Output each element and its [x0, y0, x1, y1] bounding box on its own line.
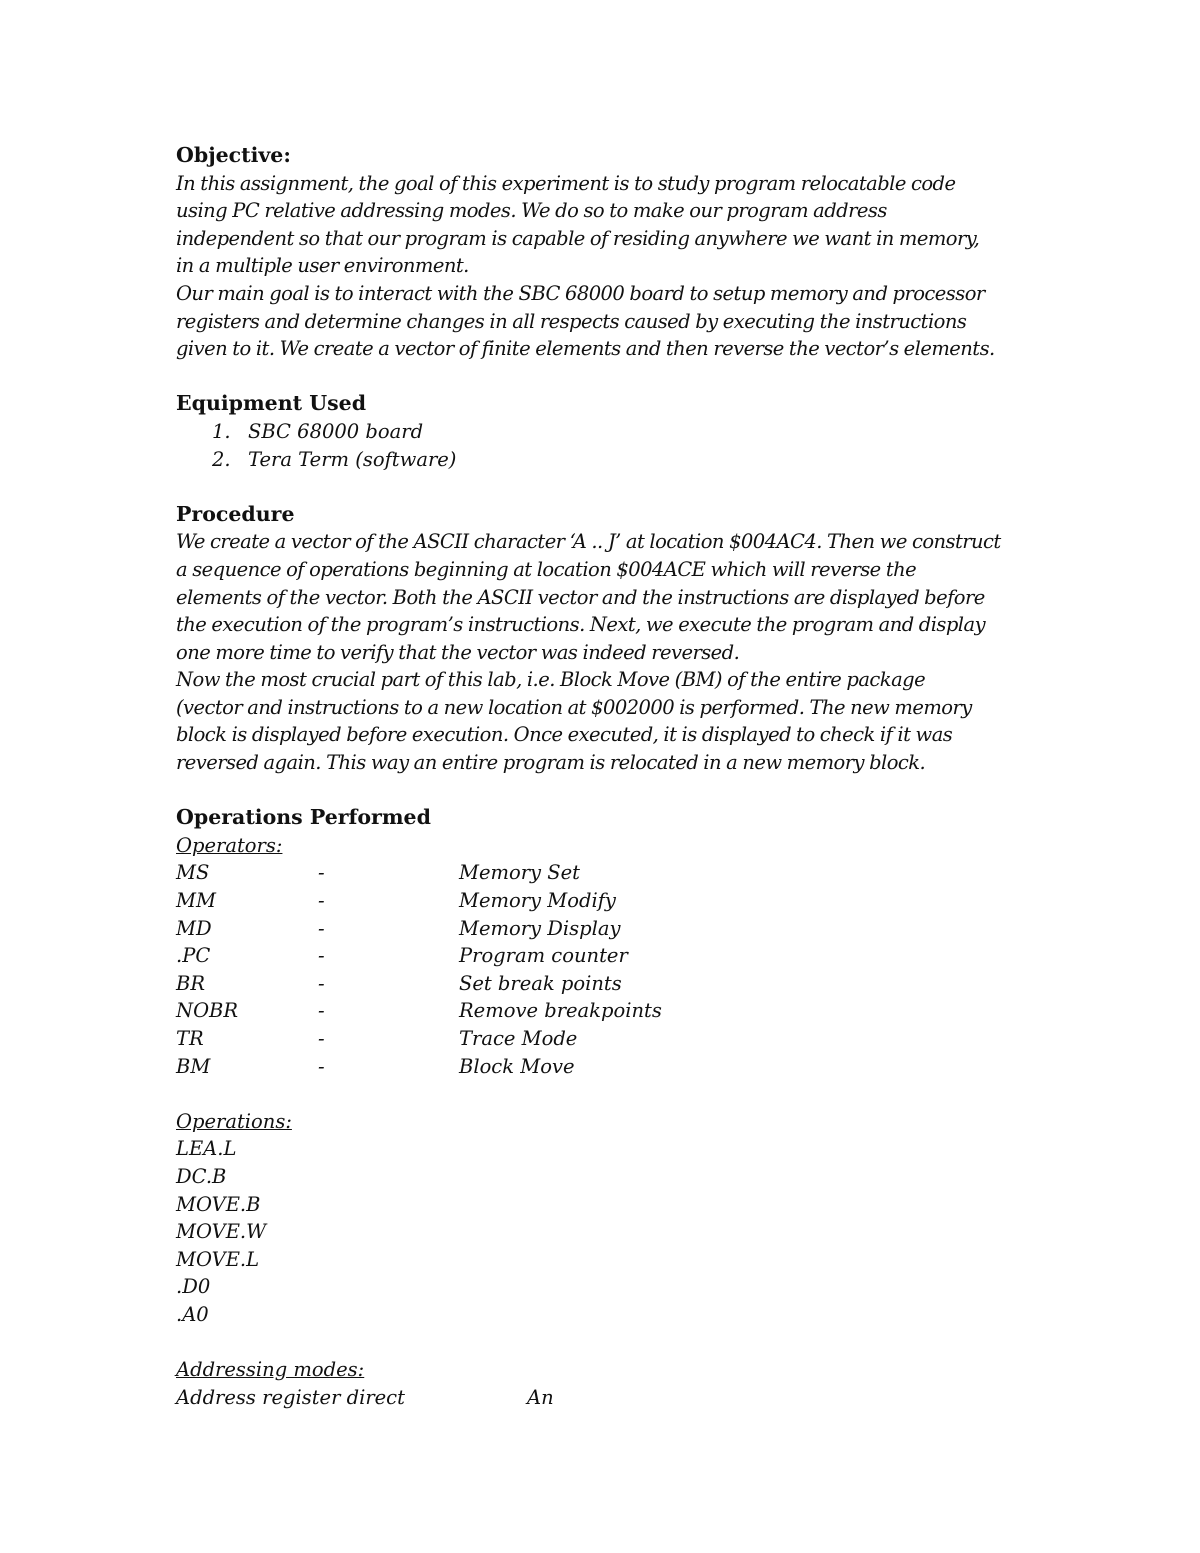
operator-code: MS — [176, 861, 210, 885]
operations-performed-heading: Operations Performed — [176, 805, 431, 830]
operator-code: BM — [176, 1054, 211, 1078]
table-row — [176, 942, 1036, 970]
operations-label: Operations: — [176, 1109, 292, 1133]
list-text: Tera Term (software) — [248, 447, 457, 471]
operator-desc: Set break points — [459, 971, 622, 995]
list-number: 1. — [212, 419, 231, 443]
procedure-line: a sequence of operations beginning at location $004ACE which will reverse the — [176, 557, 917, 581]
operator-desc: Block Move — [459, 1054, 575, 1078]
operator-desc: Memory Set — [459, 861, 581, 885]
operator-code: TR — [176, 1027, 204, 1050]
procedure-line: elements of the vector. Both the ASCII vector and the instructions are displayed before — [176, 585, 985, 609]
operator-desc: Memory Display — [459, 916, 621, 940]
table-row — [176, 1025, 1036, 1053]
operator-dash: - — [318, 1027, 325, 1050]
procedure-line: (vector and instructions to a new location at $002000 is performed. The new memory — [176, 695, 972, 719]
operator-dash: - — [318, 1054, 325, 1078]
table-row — [176, 997, 1036, 1025]
equipment-heading: Equipment Used — [176, 391, 367, 416]
objective-heading: Objective: — [176, 143, 291, 167]
table-row — [176, 970, 1036, 998]
procedure-line: We create a vector of the ASCII character ‘A .. J’ at location $004AC4. Then we construct — [176, 530, 1001, 554]
operator-desc: Program counter — [459, 944, 628, 968]
objective-line: given to it. We create a vector of finite elements and then reverse the vector’s elements. — [176, 337, 995, 361]
procedure-line: the execution of the program’s instructions. Next, we execute the program and display — [176, 613, 986, 637]
operator-dash: - — [318, 861, 325, 885]
procedure-line: one more time to verify that the vector was indeed reversed. — [176, 640, 740, 664]
operator-desc: Memory Modify — [459, 889, 616, 913]
operator-code: NOBR — [176, 999, 239, 1023]
list-item — [176, 418, 1036, 446]
objective-line: Our main goal is to interact with the SBC 68000 board to setup memory and processor — [176, 281, 985, 305]
table-row — [176, 1384, 1036, 1412]
objective-line: In this assignment, the goal of this experiment is to study program relocatable code — [176, 171, 956, 195]
addressing-modes-label: Addressing modes: — [176, 1358, 365, 1382]
mode-name: Address register direct — [176, 1385, 405, 1409]
equipment-list — [176, 418, 1036, 473]
procedure-line: Now the most crucial part of this lab, i.e. Block Move (BM) of the entire package — [176, 668, 926, 692]
list-item: .A0 — [176, 1302, 209, 1326]
operator-desc: Trace Mode — [459, 1027, 578, 1050]
list-number: 2. — [212, 447, 231, 471]
operator-dash: - — [318, 999, 325, 1023]
list-item — [176, 446, 1036, 474]
operator-dash: - — [318, 944, 325, 968]
objective-line: registers and determine changes in all respects caused by executing the instructions — [176, 309, 967, 333]
spacer — [176, 1080, 1036, 1108]
list-item: .D0 — [176, 1275, 211, 1299]
list-item: MOVE.L — [176, 1247, 260, 1271]
table-row — [176, 1053, 1036, 1081]
procedure-line: block is displayed before execution. Once executed, it is displayed to check if it was — [176, 723, 953, 747]
spacer — [176, 777, 1036, 805]
addressing-modes-table — [176, 1384, 1036, 1412]
objective-line: using PC relative addressing modes. We do so to make our program address — [176, 199, 887, 223]
document-body — [176, 142, 1036, 1411]
list-text: SBC 68000 board — [248, 419, 424, 443]
operations-list — [176, 1135, 1036, 1328]
list-item: LEA.L — [176, 1137, 237, 1161]
list-item: DC.B — [176, 1164, 227, 1188]
operator-dash: - — [318, 916, 325, 940]
procedure-text — [176, 528, 1036, 776]
operator-code: BR — [176, 971, 206, 995]
operators-table — [176, 859, 1036, 1080]
mode-syntax: An — [527, 1385, 554, 1409]
table-row — [176, 859, 1036, 887]
spacer — [176, 363, 1036, 391]
operator-desc: Remove breakpoints — [459, 999, 662, 1023]
objective-text — [176, 170, 1036, 363]
objective-line: independent so that our program is capable of residing anywhere we want in memory, — [176, 226, 980, 250]
operators-label: Operators: — [176, 833, 283, 857]
operator-code: MD — [176, 916, 212, 940]
operator-code: .PC — [176, 944, 211, 968]
operator-dash: - — [318, 971, 325, 995]
objective-line: in a multiple user environment. — [176, 254, 469, 278]
operator-code: MM — [176, 889, 216, 913]
list-item: MOVE.B — [176, 1192, 261, 1216]
operator-dash: - — [318, 889, 325, 913]
list-item: MOVE.W — [176, 1220, 267, 1244]
table-row — [176, 887, 1036, 915]
procedure-line: reversed again. This way an entire program is relocated in a new memory block. — [176, 751, 926, 775]
procedure-heading: Procedure — [176, 501, 295, 526]
spacer — [176, 473, 1036, 501]
spacer — [176, 1329, 1036, 1357]
table-row — [176, 915, 1036, 943]
